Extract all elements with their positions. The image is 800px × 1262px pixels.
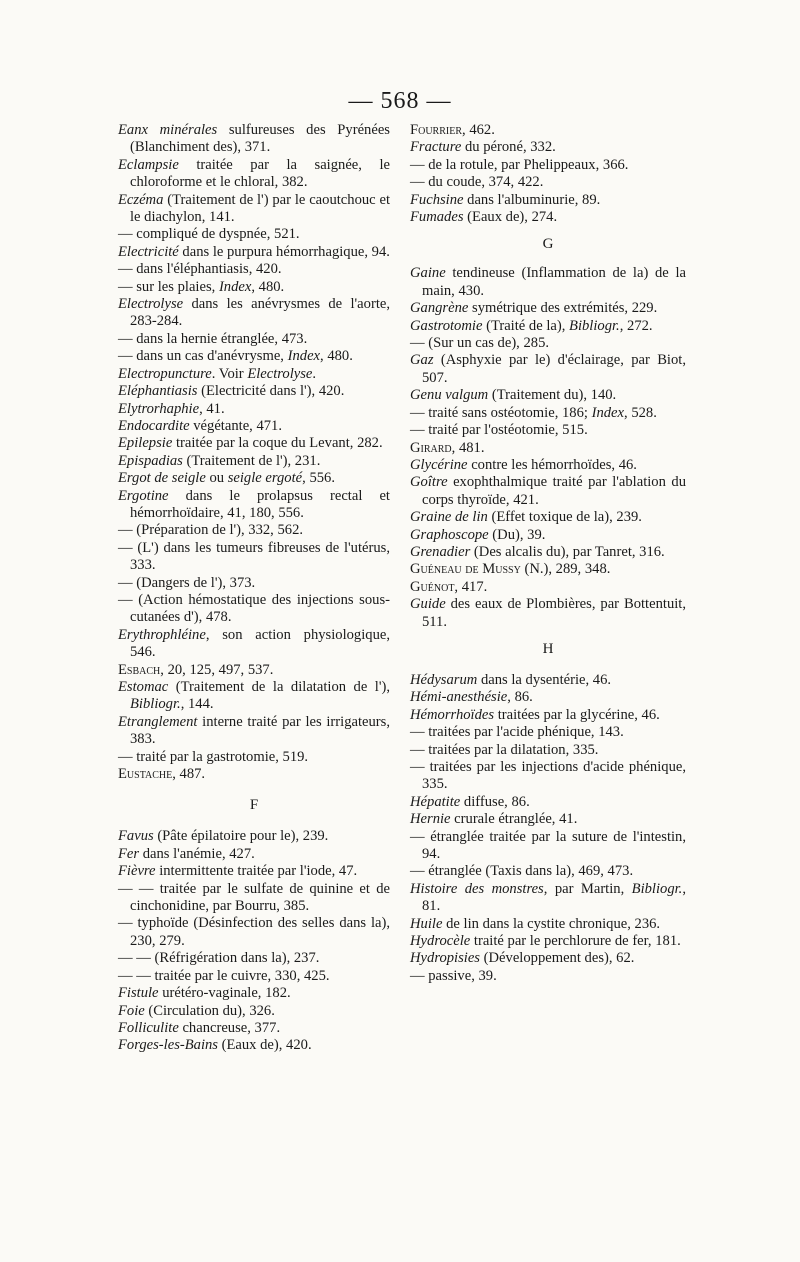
index-entry: Hernie crurale étranglée, 41. (410, 811, 578, 828)
index-entry: Fuchsine dans l'albuminurie, 89. (410, 191, 601, 208)
index-entry: Guénot, 417. (410, 578, 488, 595)
index-entry: Fer dans l'anémie, 427. (118, 845, 255, 862)
index-entry: Hydrocèle traité par le perchlorure de fer, 181. (410, 933, 681, 950)
index-column-left (118, 122, 390, 1055)
index-entry: Histoire des monstres, par Martin, Bibliogr., 81. (410, 880, 686, 915)
index-entry: — étranglée (Taxis dans la), 469, 473. (410, 863, 634, 880)
index-entry: Endocardite végétante, 471. (118, 417, 283, 434)
index-entry: Gaz (Asphyxie par le) d'éclairage, par Biot, 507. (410, 352, 686, 386)
index-entry: — du coude, 374, 422. (410, 174, 544, 191)
index-entry: — traité par l'ostéotomie, 515. (410, 422, 588, 439)
index-entry: Fourrier, 462. (410, 122, 495, 138)
index-entry: — (Dangers de l'), 373. (118, 574, 256, 591)
index-entry: Erythrophléine, son action physiologique, 546. (118, 626, 390, 661)
index-entry: — de la rotule, par Phelippeaux, 366. (410, 156, 629, 173)
index-entry: Eustache, 487. (118, 766, 206, 783)
index-entry: — (Action hémostatique des injections sous-cutanées d'), 478. (118, 591, 390, 626)
index-entry: Goître exophthalmique traité par l'ablation du corps thyroïde, 421. (410, 474, 686, 508)
index-entry: — sur les plaies, Index, 480. (118, 278, 285, 295)
index-entry: Hémorrhoïdes traitées par la glycérine, 46. (410, 706, 660, 723)
section-letter: F (249, 797, 259, 814)
index-entry: Estomac (Traitement de la dilatation de l'), Bibliogr., 144. (118, 679, 390, 713)
index-entry: Fracture du péroné, 332. (410, 139, 556, 156)
index-entry: Esbach, 20, 125, 497, 537. (118, 661, 274, 678)
index-entry: Eclampsie traitée par la saignée, le chloroforme et le chloral, 382. (118, 156, 390, 191)
index-entry: Guéneau de Mussy (N.), 289, 348. (410, 561, 611, 578)
index-entry: — traitées par les injections d'acide phénique, 335. (410, 759, 686, 793)
index-entry: — dans la hernie étranglée, 473. (118, 330, 308, 347)
index-entry: Hépatite diffuse, 86. (410, 793, 530, 810)
index-entry: Hédysarum dans la dysentérie, 46. (410, 671, 612, 688)
section-letter: G (542, 236, 554, 253)
index-entry: Ergot de seigle ou seigle ergoté, 556. (118, 470, 335, 487)
index-entry: Huile de lin dans la cystite chronique, 236. (410, 915, 661, 932)
index-entry: Forges-les-Bains (Eaux de), 420. (118, 1037, 312, 1054)
index-entry: Electrolyse dans les anévrysmes de l'aorte, 283-284. (118, 296, 390, 330)
index-entry: Favus (Pâte épilatoire pour le), 239. (118, 828, 329, 845)
index-entry: Fumades (Eaux de), 274. (410, 209, 558, 226)
index-entry: Ergotine dans le prolapsus rectal et hémorrhoïdaire, 41, 180, 556. (118, 487, 390, 521)
page-number: — 568 — (348, 88, 452, 114)
index-entry: — traitées par la dilatation, 335. (410, 741, 599, 758)
index-entry: Electropuncture. Voir Electrolyse. (118, 365, 317, 382)
index-column-right (410, 122, 686, 985)
index-entry: — typhoïde (Désinfection des selles dans la), 230, 279. (118, 915, 390, 949)
index-entry: — — (Réfrigération dans la), 237. (118, 950, 320, 967)
index-entry: — compliqué de dyspnée, 521. (118, 226, 300, 243)
index-entry: — dans un cas d'anévrysme, Index, 480. (118, 348, 353, 365)
index-entry: Electricité dans le purpura hémorrhagique, 94. (118, 243, 390, 260)
index-entry: — (Sur un cas de), 285. (410, 335, 550, 352)
index-entry: Gangrène symétrique des extrémités, 229. (410, 300, 658, 317)
index-entry: — — traitée par le cuivre, 330, 425. (118, 967, 330, 984)
index-entry: Glycérine contre les hémorrhoïdes, 46. (410, 456, 637, 473)
index-entry: Folliculite chancreuse, 377. (118, 1019, 281, 1036)
index-entry: Epispadias (Traitement de l'), 231. (118, 452, 321, 469)
index-entry: Eczéma (Traitement de l') par le caoutchouc et le diachylon, 141. (118, 191, 390, 226)
index-entry: Gaine tendineuse (Inflammation de la) de la main, 430. (410, 265, 686, 299)
index-entry: Genu valgum (Traitement du), 140. (410, 387, 617, 404)
index-entry: — (Préparation de l'), 332, 562. (118, 522, 304, 539)
index-entry: — (L') dans les tumeurs fibreuses de l'utérus, 333. (118, 539, 390, 574)
index-entry: Girard, 481. (410, 439, 485, 456)
section-letter: H (542, 640, 554, 657)
index-entry: Graine de lin (Effet toxique de la), 239. (410, 509, 642, 526)
index-entry: Hémi-anesthésie, 86. (410, 689, 533, 706)
index-entry: — traité sans ostéotomie, 186; Index, 528. (410, 404, 657, 421)
index-entry: — traité par la gastrotomie, 519. (118, 748, 309, 765)
index-entry: — dans l'éléphantiasis, 420. (118, 261, 282, 278)
index-entry: Epilepsie traitée par la coque du Levant, 282. (118, 435, 383, 452)
index-entry: Eanx minérales sulfureuses des Pyrénées (Blanchiment des), 371. (118, 122, 390, 156)
index-entry: — étranglée traitée par la suture de l'intestin, 94. (410, 828, 686, 863)
index-entry: Fièvre intermittente traitée par l'iode, 47. (118, 863, 358, 880)
index-entry: Elytrorhaphie, 41. (118, 400, 225, 417)
index-entry: — passive, 39. (410, 967, 497, 984)
index-entry: Grenadier (Des alcalis du), par Tanret, 316. (410, 543, 665, 560)
index-entry: — traitées par l'acide phénique, 143. (410, 724, 624, 741)
index-entry: Graphoscope (Du), 39. (410, 526, 546, 543)
index-entry: Gastrotomie (Traité de la), Bibliogr., 272. (410, 317, 653, 334)
index-entry: Hydropisies (Développement des), 62. (410, 950, 635, 967)
index-entry: Foie (Circulation du), 326. (118, 1002, 275, 1019)
index-entry: — — traitée par le sulfate de quinine et de cinchonidine, par Bourru, 385. (118, 880, 390, 915)
index-entry: Eléphantiasis (Electricité dans l'), 420. (118, 383, 345, 400)
index-entry: Etranglement interne traité par les irrigateurs, 383. (118, 713, 390, 748)
index-entry: Guide des eaux de Plombières, par Bottentuit, 511. (410, 596, 686, 630)
index-entry: Fistule urétéro-vaginale, 182. (118, 985, 291, 1002)
